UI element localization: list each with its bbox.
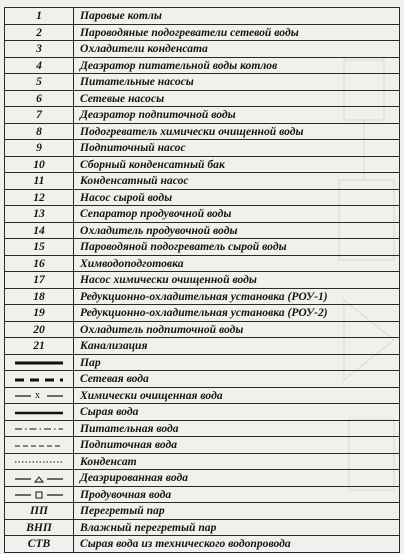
equipment-number: 10 xyxy=(5,156,74,173)
equipment-label: Охладитель подпиточной воды xyxy=(74,321,400,338)
line-legend-label: Продувочная вода xyxy=(74,486,400,503)
equipment-label: Конденсатный насос xyxy=(74,173,400,190)
line-legend-row xyxy=(5,437,400,454)
equipment-row xyxy=(5,8,400,25)
equipment-row xyxy=(5,321,400,338)
line-legend-row xyxy=(5,486,400,503)
equipment-label: Сепаратор продувочной воды xyxy=(74,206,400,223)
equipment-number: 1 xyxy=(5,8,74,25)
equipment-row xyxy=(5,272,400,289)
legend-table xyxy=(4,7,400,553)
line-legend-row xyxy=(5,387,400,404)
equipment-number: 21 xyxy=(5,338,74,355)
equipment-row xyxy=(5,173,400,190)
line-symbol-dash-dot xyxy=(5,420,74,437)
line-symbol-dash-thick xyxy=(5,371,74,388)
abbreviation-code: СТВ xyxy=(5,536,74,553)
equipment-row xyxy=(5,140,400,157)
equipment-row xyxy=(5,123,400,140)
line-legend-row xyxy=(5,420,400,437)
equipment-label: Редукционно-охладительная установка (РОУ-1) xyxy=(74,288,400,305)
line-legend-label: Питательная вода xyxy=(74,420,400,437)
equipment-number: 13 xyxy=(5,206,74,223)
equipment-label: Сборный конденсатный бак xyxy=(74,156,400,173)
abbreviation-code: ПП xyxy=(5,503,74,520)
line-symbol-dash-x xyxy=(5,387,74,404)
equipment-number: 14 xyxy=(5,222,74,239)
equipment-label: Деаэратор питательной воды котлов xyxy=(74,57,400,74)
equipment-label: Охладитель продувочной воды xyxy=(74,222,400,239)
equipment-row xyxy=(5,189,400,206)
equipment-label: Питательные насосы xyxy=(74,74,400,91)
equipment-row xyxy=(5,156,400,173)
equipment-label: Деаэратор подпиточной воды xyxy=(74,107,400,124)
equipment-label: Редукционно-охладительная установка (РОУ-2) xyxy=(74,305,400,322)
equipment-row xyxy=(5,206,400,223)
equipment-number: 15 xyxy=(5,239,74,256)
abbreviation-code: ВНП xyxy=(5,519,74,536)
abbreviation-row xyxy=(5,519,400,536)
abbreviation-label: Влажный перегретый пар xyxy=(74,519,400,536)
line-symbol-marker: x xyxy=(35,389,40,401)
equipment-label: Насос химически очищенной воды xyxy=(74,272,400,289)
equipment-label: Пароводяные подогреватели сетевой воды xyxy=(74,24,400,41)
equipment-row xyxy=(5,305,400,322)
equipment-row xyxy=(5,107,400,124)
equipment-number: 8 xyxy=(5,123,74,140)
abbreviation-row xyxy=(5,536,400,553)
equipment-row xyxy=(5,338,400,355)
equipment-number: 20 xyxy=(5,321,74,338)
line-legend-label: Деаэрированная вода xyxy=(74,470,400,487)
line-symbol-solid-thick xyxy=(5,354,74,371)
abbreviation-row xyxy=(5,503,400,520)
abbreviation-label: Сырая вода из технического водопровода xyxy=(74,536,400,553)
equipment-number: 3 xyxy=(5,41,74,58)
equipment-number: 6 xyxy=(5,90,74,107)
equipment-row xyxy=(5,90,400,107)
line-legend-label: Конденсат xyxy=(74,453,400,470)
line-legend-label: Сетевая вода xyxy=(74,371,400,388)
equipment-label: Сетевые насосы xyxy=(74,90,400,107)
equipment-label: Канализация xyxy=(74,338,400,355)
line-legend-row xyxy=(5,371,400,388)
abbreviation-label: Перегретый пар xyxy=(74,503,400,520)
line-legend-label: Пар xyxy=(74,354,400,371)
equipment-label: Химводоподготовка xyxy=(74,255,400,272)
line-legend-label: Химически очищенная вода xyxy=(74,387,400,404)
equipment-number: 17 xyxy=(5,272,74,289)
equipment-number: 5 xyxy=(5,74,74,91)
line-symbol-dash-square xyxy=(5,486,74,503)
equipment-label: Пароводяной подогреватель сырой воды xyxy=(74,239,400,256)
equipment-row xyxy=(5,24,400,41)
equipment-label: Подпиточный насос xyxy=(74,140,400,157)
line-symbol-dashed xyxy=(5,437,74,454)
equipment-row xyxy=(5,41,400,58)
equipment-row xyxy=(5,255,400,272)
equipment-row xyxy=(5,74,400,91)
equipment-number: 12 xyxy=(5,189,74,206)
line-legend-label: Сырая вода xyxy=(74,404,400,421)
equipment-number: 16 xyxy=(5,255,74,272)
line-symbol-solid-heavy xyxy=(5,404,74,421)
equipment-number: 4 xyxy=(5,57,74,74)
line-legend-row xyxy=(5,354,400,371)
equipment-label: Насос сырой воды xyxy=(74,189,400,206)
line-symbol-dotted xyxy=(5,453,74,470)
equipment-number: 7 xyxy=(5,107,74,124)
equipment-number: 2 xyxy=(5,24,74,41)
equipment-label: Паровые котлы xyxy=(74,8,400,25)
line-legend-label: Подпиточная вода xyxy=(74,437,400,454)
equipment-number: 18 xyxy=(5,288,74,305)
equipment-row xyxy=(5,239,400,256)
line-legend-row xyxy=(5,453,400,470)
equipment-number: 9 xyxy=(5,140,74,157)
line-symbol-dash-triangle xyxy=(5,470,74,487)
equipment-row xyxy=(5,57,400,74)
equipment-label: Охладители конденсата xyxy=(74,41,400,58)
line-legend-row xyxy=(5,470,400,487)
line-legend-row xyxy=(5,404,400,421)
equipment-label: Подогреватель химически очищенной воды xyxy=(74,123,400,140)
equipment-number: 11 xyxy=(5,173,74,190)
equipment-number: 19 xyxy=(5,305,74,322)
equipment-row xyxy=(5,222,400,239)
equipment-row xyxy=(5,288,400,305)
